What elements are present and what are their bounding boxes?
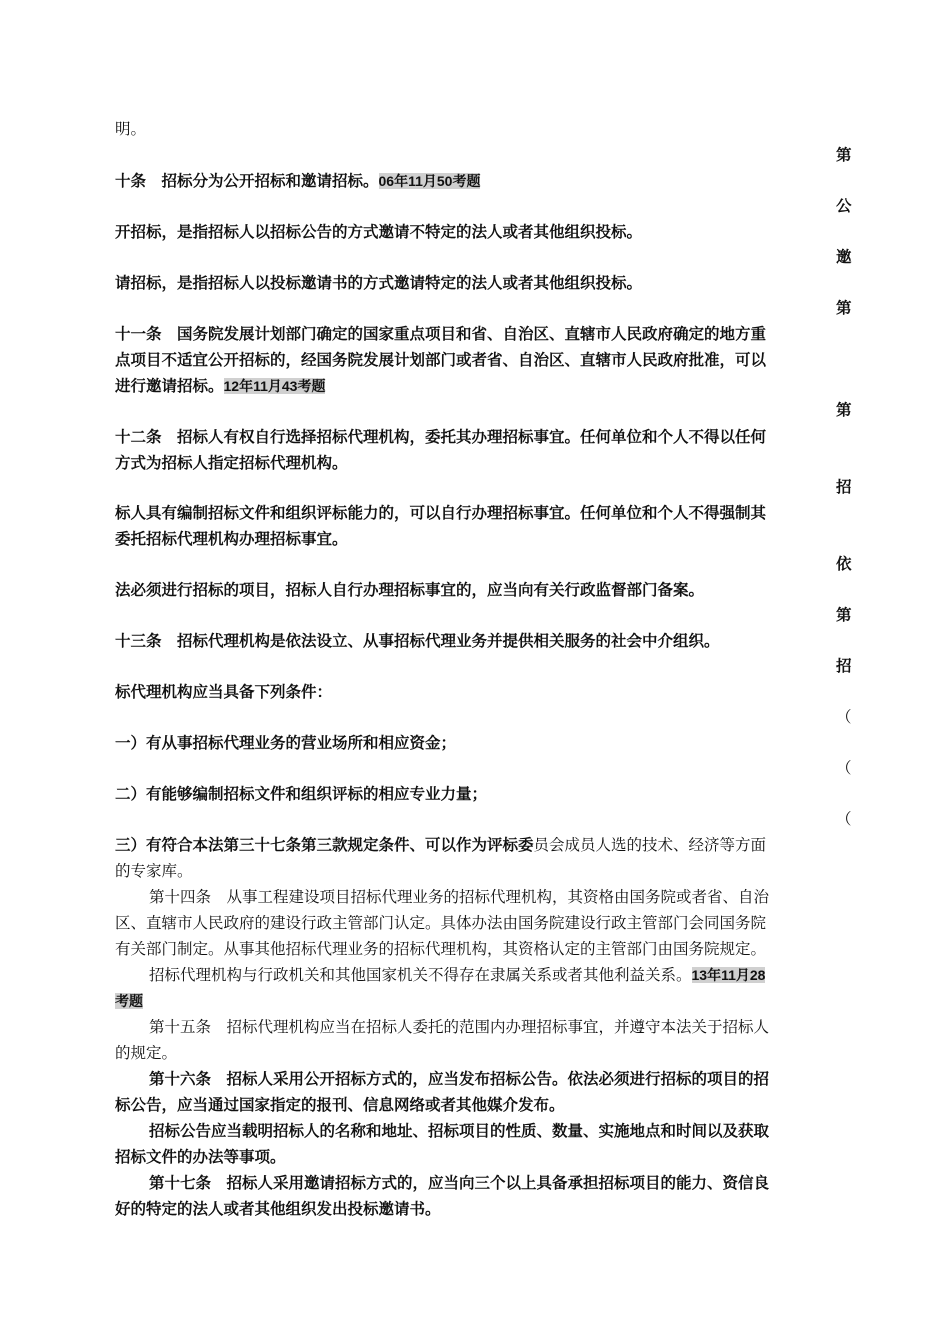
article-11-end [115,373,835,399]
text-line: 请招标，是指招标人以投标邀请书的方式邀请特定的法人或者其他组织投标。 [115,273,643,292]
exam-tag-wrap [115,988,835,1014]
text-line: 员会成员人选的技术、经济等方面 [533,836,767,854]
text-line: 第十七条 招标人采用邀请招标方式的，应当向三个以上具备承担招标项目的能力、资信良 [149,1173,770,1192]
text-line: 十条 招标分为公开招标和邀请招标。 [115,171,379,190]
margin-char: 第 [836,298,852,317]
margin-char: 招 [836,477,852,496]
margin-char: （ [836,759,852,777]
margin-char: （ [836,810,852,828]
margin-char: 邀 [836,247,852,266]
text-line: 委托招标代理机构办理招标事宜。 [115,529,348,548]
text-line: 一）有从事招标代理业务的营业场所和相应资金； [115,733,457,752]
margin-char: 依 [836,554,852,573]
exam-tag: 考题 [115,993,143,1009]
text-line: 招标代理机构与行政机关和其他国家机关不得存在隶属关系或者其他利益关系。 [149,966,692,984]
agency-relation [115,962,869,988]
text-line: 的专家库。 [115,862,193,880]
condition-3 [115,832,835,858]
exam-tag: 13年11月28 [691,967,766,983]
text-line: 十三条 招标代理机构是依法设立、从事招标代理业务并提供相关服务的社会中介组织。 [115,631,720,650]
text-line: 方式为招标人指定招标代理机构。 [115,453,348,472]
text-line: 标代理机构应当具备下列条件： [115,682,333,701]
text-line: 二）有能够编制招标文件和组织评标的相应专业力量； [115,784,488,803]
text-line: 标公告，应当通过国家指定的报刊、信息网络或者其他媒介发布。 [115,1095,565,1114]
text-line: 三）有符合本法第三十七条第三款规定条件、可以作为评标委 [115,835,534,854]
text-line: 法必须进行招标的项目，招标人自行办理招标事宜的，应当向有关行政监督部门备案。 [115,580,705,599]
margin-char: 第 [836,400,852,419]
text-line: 第十五条 招标代理机构应当在招标人委托的范围内办理招标事宜，并遵守本法关于招标人 [149,1018,770,1036]
text-line: 招标文件的办法等事项。 [115,1147,286,1166]
margin-char: 招 [836,656,852,675]
text-line: 点项目不适宜公开招标的，经国务院发展计划部门或者省、自治区、直辖市人民政府批准，可以 [115,350,767,369]
margin-char: 公 [836,196,852,215]
text-line: 招标公告应当载明招标人的名称和地址、招标项目的性质、数量、实施地点和时间以及获取 [149,1121,770,1140]
text-line: 第十六条 招标人采用公开招标方式的，应当发布招标公告。依法必须进行招标的项目的招 [149,1069,770,1088]
text-line: 进行邀请招标。 [115,376,224,395]
text-line: 标人具有编制招标文件和组织评标能力的，可以自行办理招标事宜。任何单位和个人不得强制其 [115,503,767,522]
text-line: 第十四条 从事工程建设项目招标代理业务的招标代理机构，其资格由国务院或者省、自治 [149,888,770,906]
text-line: 有关部门制定。从事其他招标代理业务的招标代理机构，其资格认定的主管部门由国务院规定。 [115,940,767,958]
text-line: 十一条 国务院发展计划部门确定的国家重点项目和省、自治区、直辖市人民政府确定的地方重 [115,324,767,343]
text-line: 明。 [115,120,147,138]
text-line: 开招标，是指招标人以招标公告的方式邀请不特定的法人或者其他组织投标。 [115,222,643,241]
text-line: 区、直辖市人民政府的建设行政主管部门认定。具体办法由国务院建设行政主管部门会同国务院 [115,914,767,932]
text-line: 的规定。 [115,1044,178,1062]
text-line: 十二条 招标人有权自行选择招标代理机构，委托其办理招标事宜。任何单位和个人不得以任何 [115,427,767,446]
margin-char: 第 [836,145,852,164]
margin-char: 第 [836,605,852,624]
exam-tag: 06年11月50考题 [378,173,481,189]
margin-char: （ [836,708,852,726]
exam-tag: 12年11月43考题 [223,378,326,394]
text-line: 好的特定的法人或者其他组织发出投标邀请书。 [115,1199,441,1218]
article-10 [115,168,835,194]
